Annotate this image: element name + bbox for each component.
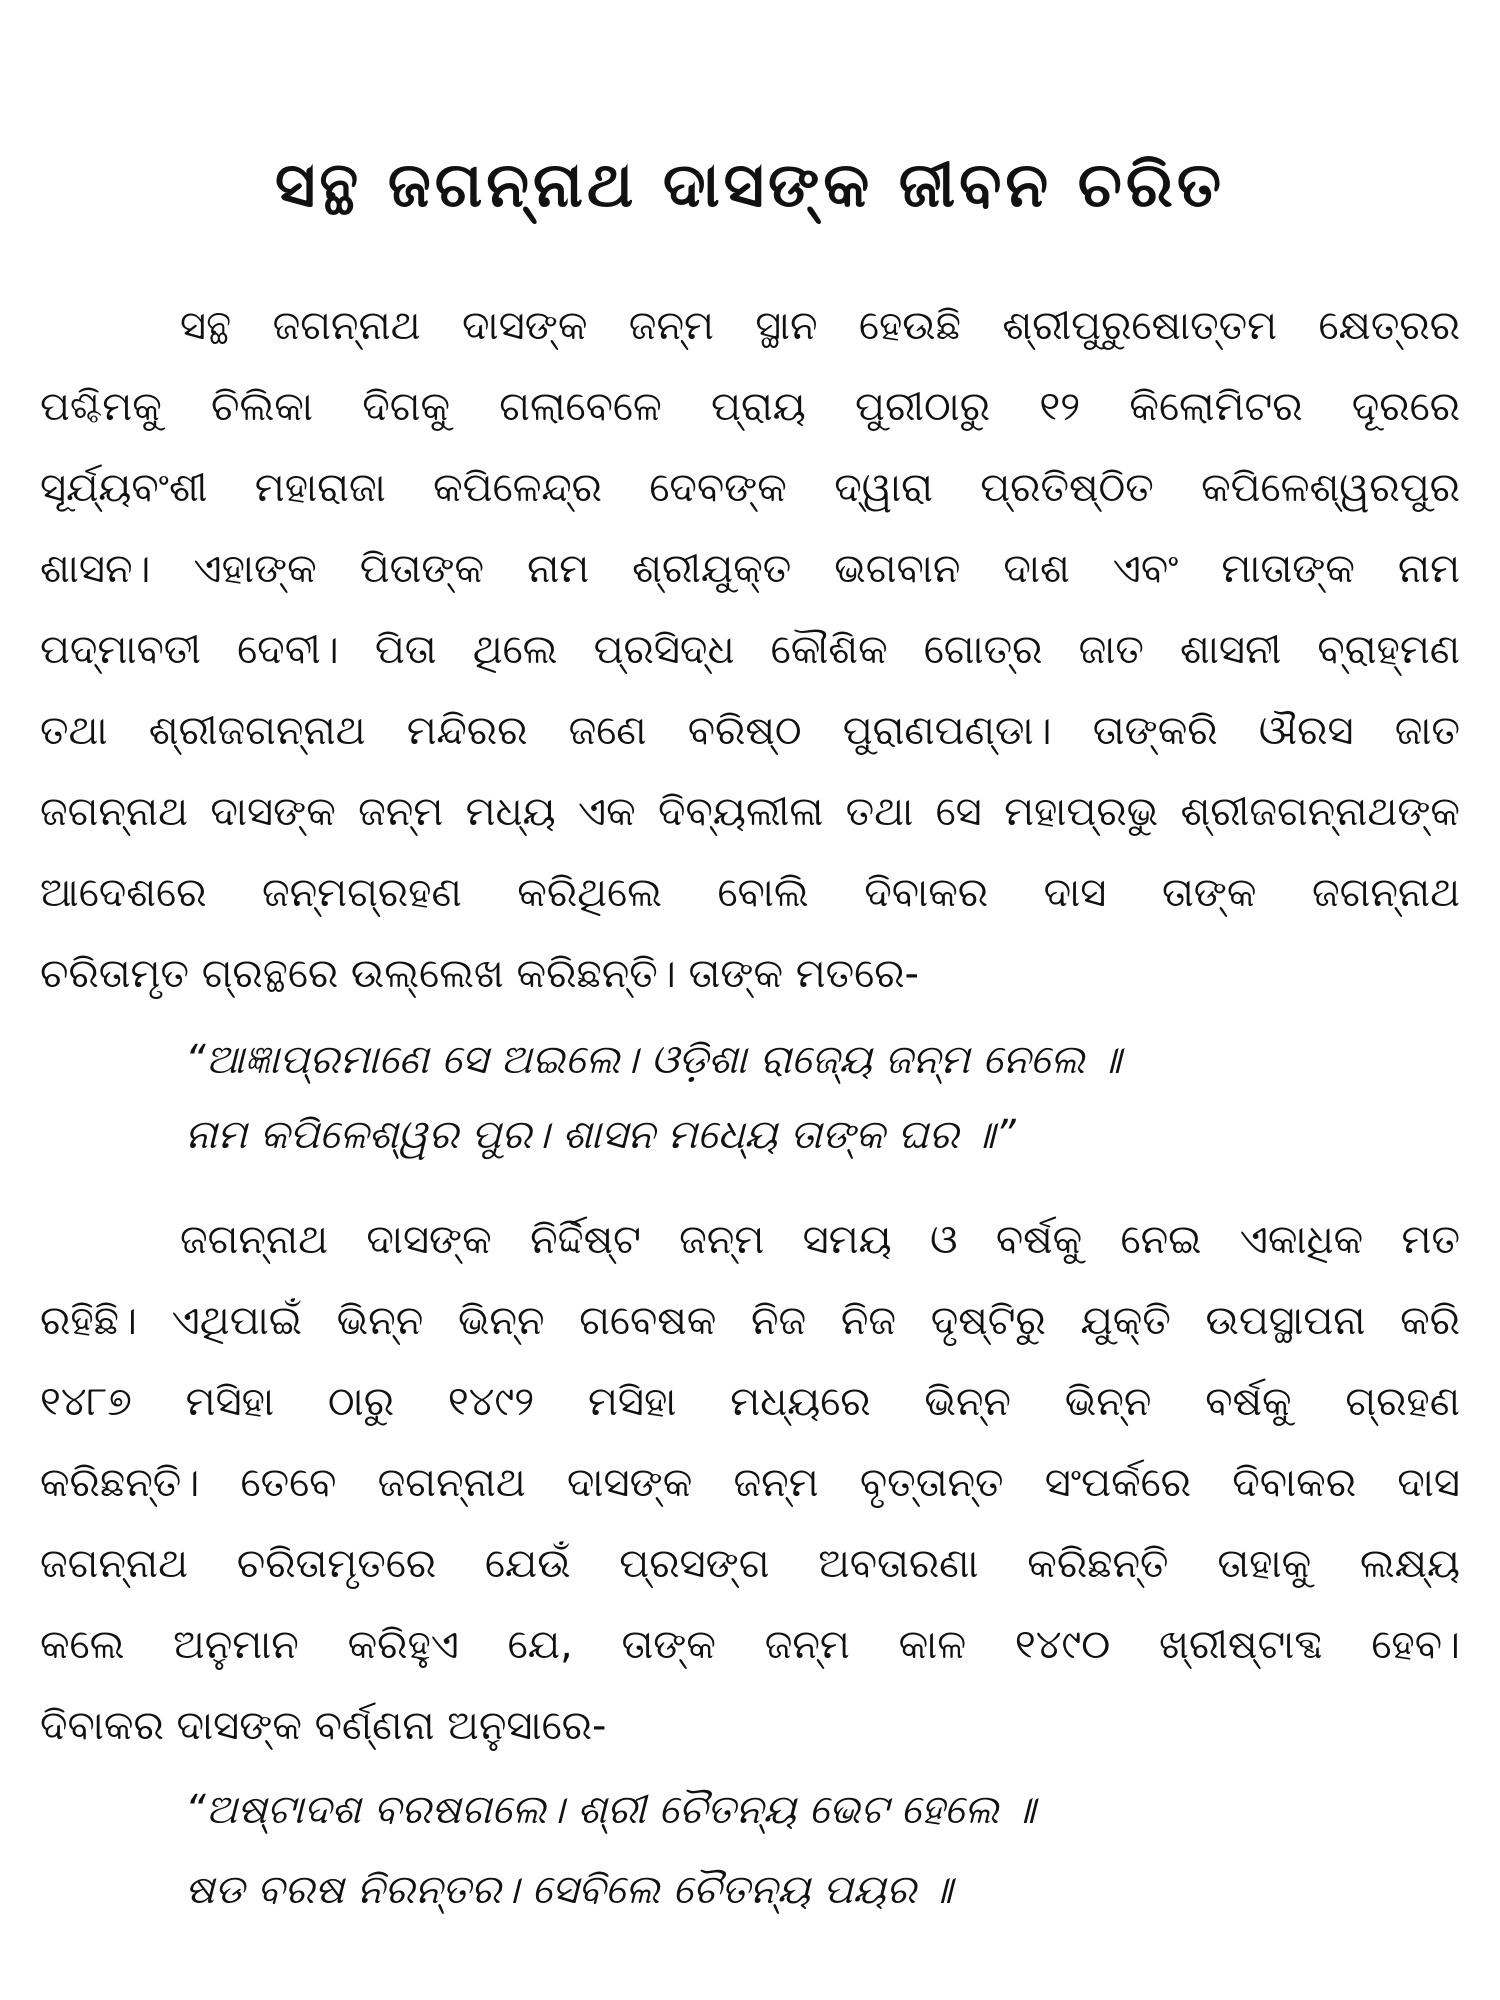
paragraph-2-line-2: ରହିଛି। ଏଥିପାଇଁ ଭିନ୍ନ ଭିନ୍ନ ଗବେଷକ ନିଜ ନିଜ ଦୃଷ୍ଟିରୁ ଯୁକ୍ତି ଉପସ୍ଥାପନା କରି <box>40 1298 1460 1344</box>
paragraph-2-line-6: କଲେ ଅନୁମାନ କରିହୁଏ ଯେ, ତାଙ୍କ ଜନ୍ମ କାଳ ୧୪୯୦ ଖ୍ରୀଷ୍ଟାବ୍ଦ ହେବ। <box>40 1622 1460 1668</box>
paragraph-1-line-3: ସୂର୍ଯ୍ୟବଂଶୀ ମହାରାଜା କପିଳେନ୍ଦ୍ର ଦେବଙ୍କ ଦ୍ୱାରା ପ୍ରତିଷ୍ଠିତ କପିଳେଶ୍ୱରପୁର <box>40 465 1460 511</box>
paragraph-2-line-4: କରିଛନ୍ତି। ତେବେ ଜଗନ୍ନାଥ ଦାସଙ୍କ ଜନ୍ମ ବୃତ୍ତାନ୍ତ ସଂପର୍କରେ ଦିବାକର ଦାସ <box>40 1460 1460 1506</box>
paragraph-1-line-4: ଶାସନ। ଏହାଙ୍କ ପିତାଙ୍କ ନାମ ଶ୍ରୀଯୁକ୍ତ ଭଗବାନ ଦାଶ ଏବଂ ମାତାଙ୍କ ନାମ <box>40 546 1460 592</box>
paragraph-2-line-3: ୧୪୮୭ ମସିହା ଠାରୁ ୧୪୯୨ ମସିହା ମଧ୍ୟରେ ଭିନ୍ନ ଭିନ୍ନ ବର୍ଷକୁ ଗ୍ରହଣ <box>40 1379 1460 1425</box>
verse-1-line-1: “ଆଜ୍ଞାପ୍ରମାଣେ ସେ ଅଇଲେ। ଓଡ଼ିଶା ରାଜ୍ୟେ ଜନ୍ମ ନେଲେ ॥ <box>185 1037 1122 1083</box>
paragraph-1-line-5: ପଦ୍ମାବତୀ ଦେବୀ। ପିତା ଥିଲେ ପ୍ରସିଦ୍ଧ କୌଶିକ ଗୋତ୍ର ଜାତ ଶାସନୀ ବ୍ରାହ୍ମଣ <box>40 627 1460 673</box>
verse-2-line-2: ଷଡ ବରଷ ନିରନ୍ତର। ସେବିଲେ ଚୈତନ୍ୟ ପୟର ॥ <box>185 1867 953 1913</box>
verse-2-line-1: “ଅଷ୍ଟାଦଶ ବରଷଗଲେ। ଶ୍ରୀ ଚୈତନ୍ୟ ଭେଟ ହେଲେ ॥ <box>185 1787 1036 1833</box>
paragraph-2-line-7: ଦିବାକର ଦାସଙ୍କ ବର୍ଣ୍ଣନା ଅନୁସାରେ- <box>40 1703 607 1749</box>
paragraph-1-line-6: ତଥା ଶ୍ରୀଜଗନ୍ନାଥ ମନ୍ଦିରର ଜଣେ ବରିଷ୍ଠ ପୁରାଣପଣ୍ଡା। ତାଙ୍କରି ଔରସ ଜାତ <box>40 708 1460 754</box>
page-title: ସନ୍ଥ ଜଗନ୍ନାଥ ଦାସଙ୍କ ଜୀବନ ଚରିତ <box>274 148 1226 221</box>
paragraph-2-line-5: ଜଗନ୍ନାଥ ଚରିତାମୃତରେ ଯେଉଁ ପ୍ରସଙ୍ଗ ଅବତାରଣା କରିଛନ୍ତି ତାହାକୁ ଲକ୍ଷ୍ୟ <box>40 1541 1460 1587</box>
paragraph-1-line-7: ଜଗନ୍ନାଥ ଦାସଙ୍କ ଜନ୍ମ ମଧ୍ୟ ଏକ ଦିବ୍ୟଲୀଳା ତଥା ସେ ମହାପ୍ରଭୁ ଶ୍ରୀଜଗନ୍ନାଥଙ୍କ <box>40 789 1460 835</box>
paragraph-1-line-8: ଆଦେଶରେ ଜନ୍ମଗ୍ରହଣ କରିଥିଲେ ବୋଲି ଦିବାକର ଦାସ ତାଙ୍କ ଜଗନ୍ନାଥ <box>40 870 1460 916</box>
paragraph-1-line-1: ସନ୍ଥ ଜଗନ୍ନାଥ ଦାସଙ୍କ ଜନ୍ମ ସ୍ଥାନ ହେଉଛି ଶ୍ରୀପୁରୁଷୋତ୍ତମ କ୍ଷେତ୍ରର <box>180 303 1460 349</box>
paragraph-1-line-9: ଚରିତାମୃତ ଗ୍ରନ୍ଥରେ ଉଲ୍ଲେଖ କରିଛନ୍ତି। ତାଙ୍କ ମତରେ- <box>40 951 919 997</box>
verse-1-line-2: ନାମ କପିଳେଶ୍ୱର ପୁର। ଶାସନ ମଧ୍ୟେ ତାଙ୍କ ଘର ॥” <box>185 1112 1016 1158</box>
paragraph-2-line-1: ଜଗନ୍ନାଥ ଦାସଙ୍କ ନିର୍ଦ୍ଦିଷ୍ଟ ଜନ୍ମ ସମୟ ଓ ବର୍ଷକୁ ନେଇ ଏକାଧିକ ମତ <box>180 1217 1460 1263</box>
paragraph-1-line-2: ପଶ୍ଚିମକୁ ଚିଲିକା ଦିଗକୁ ଗଲାବେଳେ ପ୍ରାୟ ପୁରୀଠାରୁ ୧୨ କିଲୋମିଟର ଦୂରରେ <box>40 384 1460 430</box>
